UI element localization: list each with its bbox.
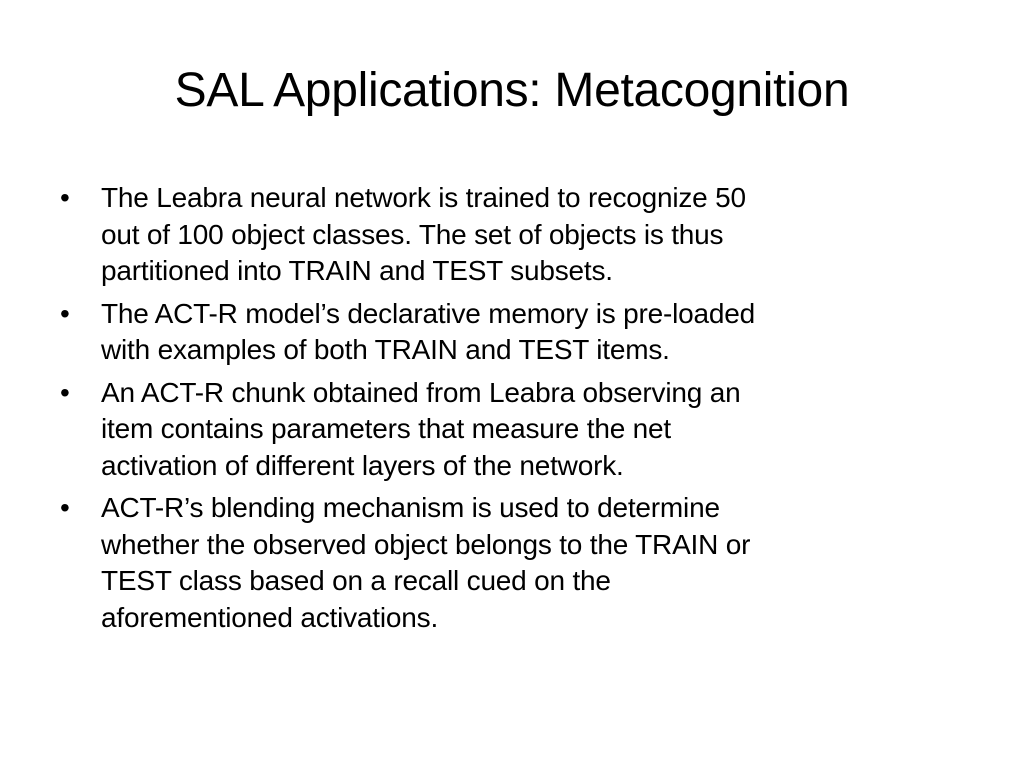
bullet-line: item contains parameters that measure the net: [101, 413, 671, 444]
bullet-item: [60, 490, 960, 636]
bullet-line: with examples of both TRAIN and TEST items.: [101, 334, 670, 365]
bullet-dot-icon: •: [60, 376, 70, 408]
bullet-line: whether the observed object belongs to the TRAIN or: [101, 528, 751, 560]
bullet-line: partitioned into TRAIN and TEST subsets.: [101, 255, 613, 286]
bullet-item: [60, 180, 960, 290]
bullet-item: [60, 296, 960, 369]
bullet-dot-icon: •: [60, 492, 70, 523]
bullet-line: An ACT-R chunk obtained from Leabra observing an: [101, 376, 741, 408]
bullet-item: [60, 375, 960, 485]
bullet-line: out of 100 object classes. The set of objects is thus: [101, 218, 724, 250]
bullet-line: aforementioned activations.: [101, 601, 439, 633]
bullet-line: The ACT-R model’s declarative memory is pre-loaded: [101, 297, 755, 329]
bullet-list: [60, 180, 960, 642]
slide-title: SAL Applications: Metacognition: [174, 64, 850, 117]
bullet-line: activation of different layers of the network.: [101, 449, 624, 481]
bullet-line: The Leabra neural network is trained to recognize 50: [101, 182, 746, 213]
bullet-line: TEST class based on a recall cued on the: [101, 565, 611, 596]
bullet-line: ACT-R’s blending mechanism is used to determine: [101, 492, 720, 523]
bullet-dot-icon: •: [60, 297, 70, 329]
bullet-dot-icon: •: [60, 182, 70, 213]
